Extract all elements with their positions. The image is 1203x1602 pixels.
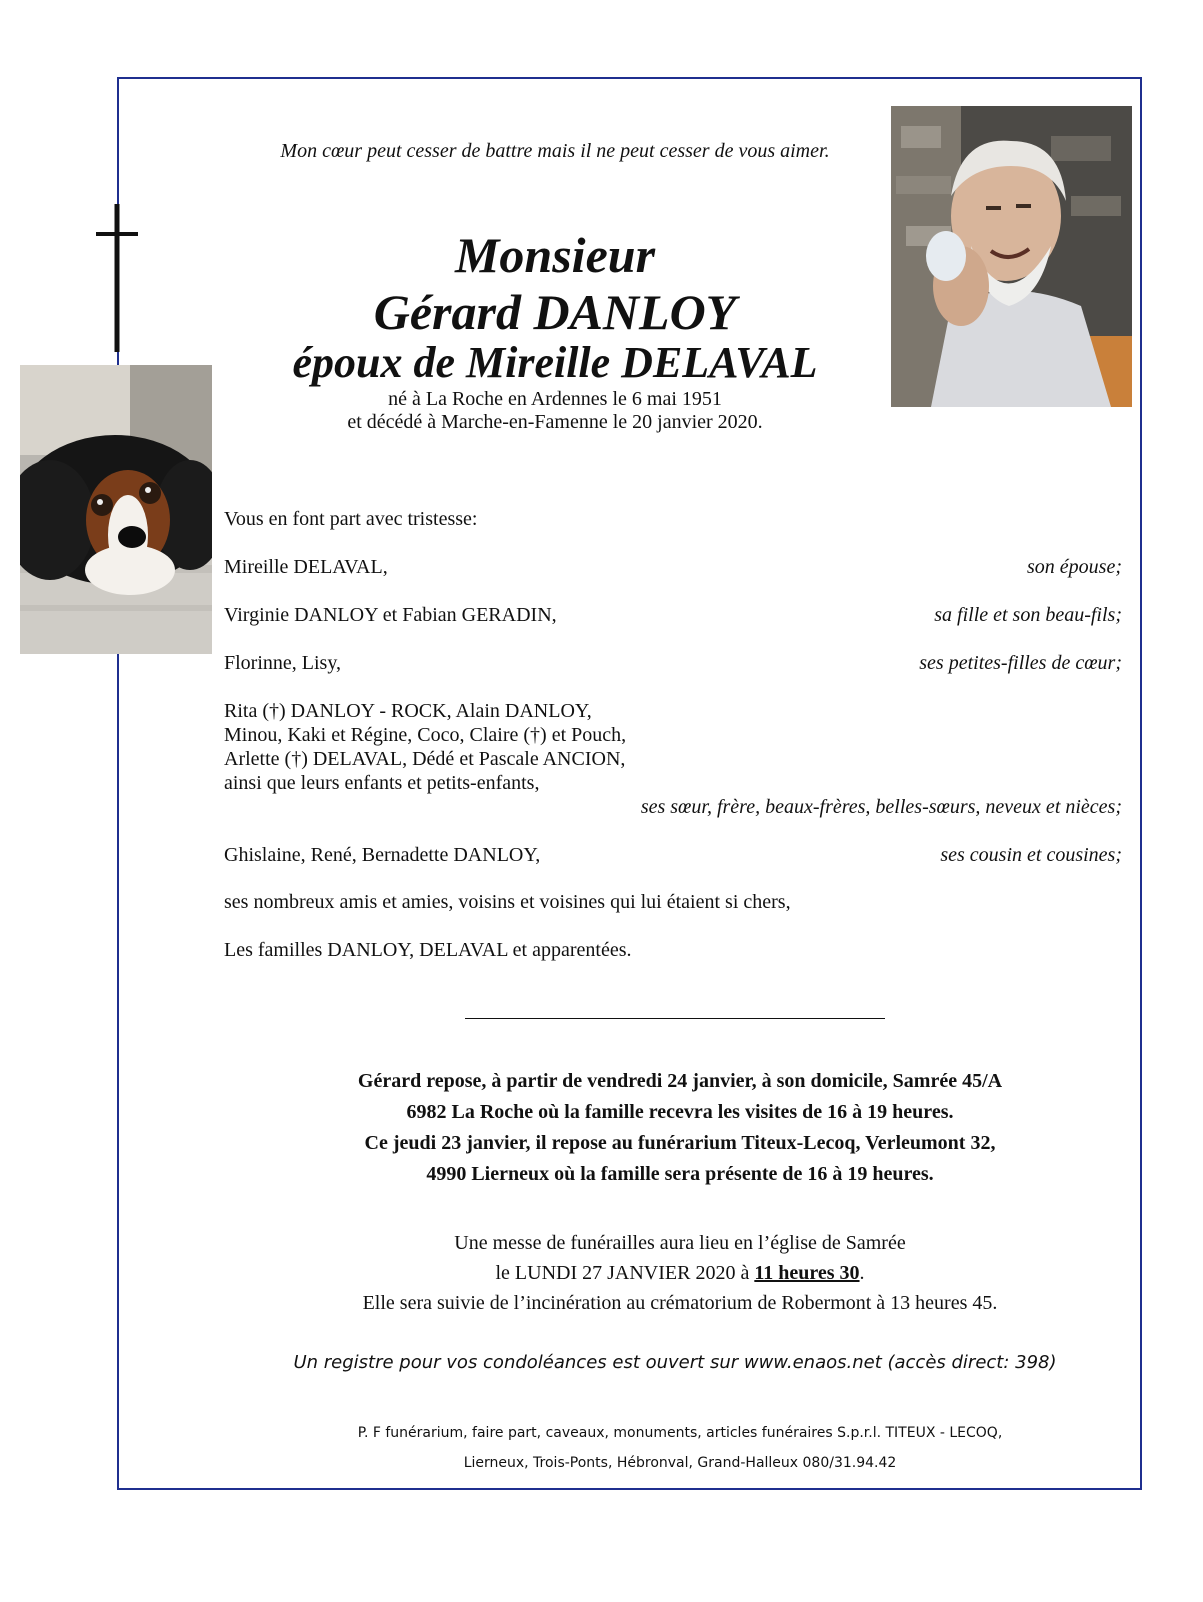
family-relation: son épouse; bbox=[1027, 556, 1122, 578]
service-time: 11 heures 30 bbox=[754, 1262, 860, 1284]
footer-line: P. F funérarium, faire part, caveaux, monuments, articles funéraires S.p.r.l. TITEUX - LECOQ, bbox=[357, 1425, 1003, 1441]
siblings-line: ainsi que leurs enfants et petits-enfants, bbox=[224, 772, 540, 794]
family-relation: sa fille et son beau-fils; bbox=[934, 604, 1122, 626]
visitation-line: Gérard repose, à partir de vendredi 24 janvier, à son domicile, Samrée 45/A bbox=[357, 1070, 1003, 1092]
deceased-name: Gérard DANLOY bbox=[373, 284, 737, 340]
visitation-line: Ce jeudi 23 janvier, il repose au funérarium Titeux-Lecoq, Verleumont 32, bbox=[364, 1132, 996, 1154]
epitaph-quote: Mon cœur peut cesser de battre mais il ne peut cesser de vous aimer. bbox=[280, 140, 830, 162]
separator-line bbox=[465, 1018, 885, 1019]
family-name: Mireille DELAVAL, bbox=[224, 556, 388, 578]
birth-line: né à La Roche en Ardennes le 6 mai 1951 bbox=[388, 388, 722, 410]
siblings-block bbox=[224, 699, 1122, 819]
cousins-relation: ses cousin et cousines; bbox=[940, 844, 1122, 866]
dog-photo bbox=[20, 365, 212, 654]
service-block bbox=[230, 1228, 1130, 1318]
service-date-line bbox=[230, 1258, 1130, 1288]
friends-text: ses nombreux amis et amies, voisins et voisines qui lui étaient si chers, bbox=[224, 891, 791, 913]
cousins-name: Ghislaine, René, Bernadette DANLOY, bbox=[224, 844, 541, 866]
service-date-suffix: . bbox=[859, 1262, 865, 1284]
visitation-line: 4990 Lierneux où la famille sera présente de 16 à 19 heures. bbox=[426, 1163, 934, 1185]
visitation-block bbox=[230, 1066, 1130, 1190]
siblings-line: Rita (†) DANLOY - ROCK, Alain DANLOY, bbox=[224, 700, 592, 722]
service-date: le LUNDI 27 JANVIER 2020 à bbox=[495, 1262, 755, 1284]
deceased-title: Monsieur bbox=[454, 227, 656, 283]
family-name: Florinne, Lisy, bbox=[224, 652, 342, 674]
footer-line: Lierneux, Trois-Ponts, Hébronval, Grand-Halleux 080/31.94.42 bbox=[463, 1455, 897, 1471]
siblings-line: Arlette (†) DELAVAL, Dédé et Pascale ANCION, bbox=[224, 748, 626, 770]
service-line: Elle sera suivie de l’incinération au crématorium de Robermont à 13 heures 45. bbox=[362, 1292, 998, 1314]
spouse-line: époux de Mireille DELAVAL bbox=[292, 338, 818, 387]
death-line: et décédé à Marche-en-Famenne le 20 janvier 2020. bbox=[347, 411, 763, 433]
cross-icon bbox=[96, 204, 138, 352]
family-relation: ses petites-filles de cœur; bbox=[919, 652, 1122, 674]
portrait-photo bbox=[891, 106, 1132, 407]
intro-text: Vous en font part avec tristesse: bbox=[224, 508, 478, 530]
funeral-home-footer bbox=[230, 1418, 1130, 1478]
family-name: Virginie DANLOY et Fabian GERADIN, bbox=[224, 604, 557, 626]
families-text: Les familles DANLOY, DELAVAL et apparentées. bbox=[224, 939, 632, 961]
service-line: Une messe de funérailles aura lieu en l’église de Samrée bbox=[454, 1232, 906, 1254]
siblings-line: Minou, Kaki et Régine, Coco, Claire (†) et Pouch, bbox=[224, 724, 627, 746]
siblings-relation: ses sœur, frère, beaux-frères, belles-sœurs, neveux et nièces; bbox=[640, 796, 1122, 818]
condolences-note: Un registre pour vos condoléances est ouvert sur www.enaos.net (accès direct: 398) bbox=[293, 1352, 1057, 1373]
visitation-line: 6982 La Roche où la famille recevra les visites de 16 à 19 heures. bbox=[406, 1101, 954, 1123]
